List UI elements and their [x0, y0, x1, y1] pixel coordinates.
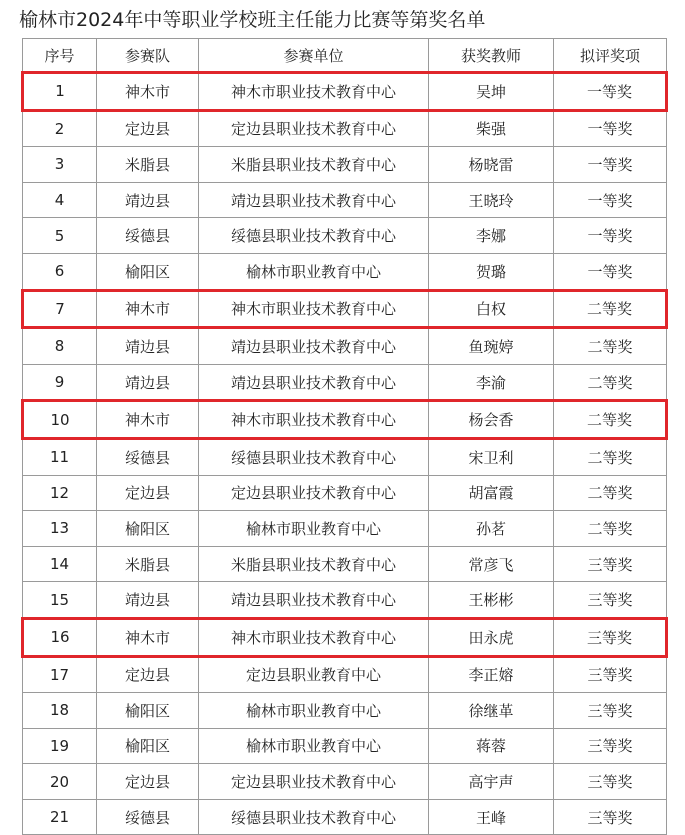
cell-teacher: 孙茗: [429, 511, 554, 547]
cell-number: 20: [23, 764, 97, 800]
cell-team: 定边县: [97, 110, 199, 147]
cell-team: 榆阳区: [97, 511, 199, 547]
page-title: 榆林市2024年中等职业学校班主任能力比赛等第奖名单: [19, 9, 486, 31]
table-row: [23, 182, 667, 218]
cell-number: 7: [23, 290, 97, 328]
table-row: [23, 799, 667, 835]
table-row: [23, 147, 667, 183]
cell-number: 8: [23, 328, 97, 365]
cell-unit: 绥德县职业技术教育中心: [199, 438, 429, 475]
cell-team: 绥德县: [97, 438, 199, 475]
table-row: [23, 656, 667, 693]
cell-team: 米脂县: [97, 147, 199, 183]
cell-award: 三等奖: [554, 618, 667, 656]
table-row: [23, 764, 667, 800]
cell-award: 三等奖: [554, 799, 667, 835]
cell-award: 二等奖: [554, 290, 667, 328]
cell-teacher: 胡富霞: [429, 475, 554, 511]
cell-unit: 神木市职业技术教育中心: [199, 73, 429, 111]
cell-number: 6: [23, 253, 97, 290]
cell-teacher: 杨晓雷: [429, 147, 554, 183]
cell-team: 神木市: [97, 401, 199, 439]
cell-team: 靖边县: [97, 182, 199, 218]
cell-award: 一等奖: [554, 182, 667, 218]
table-row: [23, 438, 667, 475]
cell-teacher: 白权: [429, 290, 554, 328]
cell-award: 二等奖: [554, 401, 667, 439]
cell-number: 11: [23, 438, 97, 475]
cell-award: 一等奖: [554, 110, 667, 147]
table-row: [23, 475, 667, 511]
cell-teacher: 李正嫆: [429, 656, 554, 693]
cell-number: 15: [23, 582, 97, 619]
cell-number: 3: [23, 147, 97, 183]
table-header-row: [23, 39, 667, 73]
cell-team: 定边县: [97, 475, 199, 511]
cell-award: 二等奖: [554, 364, 667, 401]
cell-unit: 定边县职业教育中心: [199, 656, 429, 693]
cell-teacher: 常彦飞: [429, 546, 554, 582]
cell-award: 一等奖: [554, 147, 667, 183]
cell-teacher: 鱼琬婷: [429, 328, 554, 365]
cell-team: 靖边县: [97, 364, 199, 401]
cell-unit: 定边县职业技术教育中心: [199, 475, 429, 511]
cell-team: 榆阳区: [97, 693, 199, 729]
cell-team: 靖边县: [97, 328, 199, 365]
cell-unit: 绥德县职业技术教育中心: [199, 799, 429, 835]
cell-award: 一等奖: [554, 218, 667, 254]
cell-team: 榆阳区: [97, 253, 199, 290]
cell-teacher: 李娜: [429, 218, 554, 254]
cell-award: 二等奖: [554, 475, 667, 511]
cell-unit: 定边县职业技术教育中心: [199, 110, 429, 147]
cell-team: 米脂县: [97, 546, 199, 582]
cell-teacher: 高宇声: [429, 764, 554, 800]
cell-award: 三等奖: [554, 582, 667, 619]
cell-unit: 靖边县职业技术教育中心: [199, 364, 429, 401]
cell-teacher: 田永虎: [429, 618, 554, 656]
table-row-highlighted: [23, 618, 667, 656]
cell-award: 二等奖: [554, 438, 667, 475]
cell-unit: 神木市职业技术教育中心: [199, 401, 429, 439]
cell-award: 二等奖: [554, 328, 667, 365]
table-row-highlighted: [23, 73, 667, 111]
cell-number: 19: [23, 728, 97, 764]
cell-award: 三等奖: [554, 728, 667, 764]
cell-number: 17: [23, 656, 97, 693]
cell-number: 18: [23, 693, 97, 729]
cell-unit: 榆林市职业教育中心: [199, 511, 429, 547]
cell-unit: 神木市职业技术教育中心: [199, 618, 429, 656]
cell-award: 三等奖: [554, 764, 667, 800]
cell-unit: 榆林市职业教育中心: [199, 728, 429, 764]
cell-teacher: 王峰: [429, 799, 554, 835]
cell-award: 三等奖: [554, 693, 667, 729]
cell-unit: 靖边县职业技术教育中心: [199, 328, 429, 365]
table-row: [23, 693, 667, 729]
cell-award: 二等奖: [554, 511, 667, 547]
table-row-highlighted: [23, 290, 667, 328]
table-row: [23, 253, 667, 290]
cell-team: 靖边县: [97, 582, 199, 619]
cell-unit: 靖边县职业技术教育中心: [199, 582, 429, 619]
table-row: [23, 364, 667, 401]
column-header-team: 参赛队: [97, 39, 199, 73]
column-header-unit: 参赛单位: [199, 39, 429, 73]
cell-team: 绥德县: [97, 799, 199, 835]
awards-table: [21, 38, 668, 835]
cell-number: 14: [23, 546, 97, 582]
cell-unit: 榆林市职业教育中心: [199, 253, 429, 290]
cell-teacher: 徐继革: [429, 693, 554, 729]
cell-team: 神木市: [97, 618, 199, 656]
cell-number: 12: [23, 475, 97, 511]
cell-unit: 神木市职业技术教育中心: [199, 290, 429, 328]
cell-teacher: 宋卫利: [429, 438, 554, 475]
column-header-number: 序号: [23, 39, 97, 73]
cell-team: 神木市: [97, 73, 199, 111]
cell-unit: 米脂县职业技术教育中心: [199, 546, 429, 582]
cell-number: 13: [23, 511, 97, 547]
cell-unit: 靖边县职业技术教育中心: [199, 182, 429, 218]
table-row: [23, 218, 667, 254]
cell-number: 16: [23, 618, 97, 656]
table-row: [23, 110, 667, 147]
table-row: [23, 328, 667, 365]
table-row: [23, 511, 667, 547]
cell-teacher: 贺璐: [429, 253, 554, 290]
table-row: [23, 582, 667, 619]
cell-teacher: 杨会香: [429, 401, 554, 439]
column-header-award: 拟评奖项: [554, 39, 667, 73]
cell-teacher: 王彬彬: [429, 582, 554, 619]
cell-unit: 定边县职业技术教育中心: [199, 764, 429, 800]
cell-teacher: 蒋蓉: [429, 728, 554, 764]
cell-award: 三等奖: [554, 656, 667, 693]
table-body: [23, 73, 667, 835]
cell-team: 定边县: [97, 764, 199, 800]
cell-teacher: 王晓玲: [429, 182, 554, 218]
table-row-highlighted: [23, 401, 667, 439]
cell-number: 1: [23, 73, 97, 111]
cell-teacher: 柴强: [429, 110, 554, 147]
cell-award: 三等奖: [554, 546, 667, 582]
cell-number: 2: [23, 110, 97, 147]
cell-number: 5: [23, 218, 97, 254]
cell-award: 一等奖: [554, 73, 667, 111]
cell-number: 4: [23, 182, 97, 218]
cell-unit: 榆林市职业教育中心: [199, 693, 429, 729]
cell-teacher: 李渝: [429, 364, 554, 401]
cell-unit: 绥德县职业技术教育中心: [199, 218, 429, 254]
cell-number: 21: [23, 799, 97, 835]
table-row: [23, 546, 667, 582]
cell-teacher: 吴坤: [429, 73, 554, 111]
column-header-teacher: 获奖教师: [429, 39, 554, 73]
cell-team: 榆阳区: [97, 728, 199, 764]
cell-team: 绥德县: [97, 218, 199, 254]
cell-award: 一等奖: [554, 253, 667, 290]
table-row: [23, 728, 667, 764]
cell-number: 9: [23, 364, 97, 401]
cell-unit: 米脂县职业技术教育中心: [199, 147, 429, 183]
cell-team: 神木市: [97, 290, 199, 328]
cell-team: 定边县: [97, 656, 199, 693]
cell-number: 10: [23, 401, 97, 439]
